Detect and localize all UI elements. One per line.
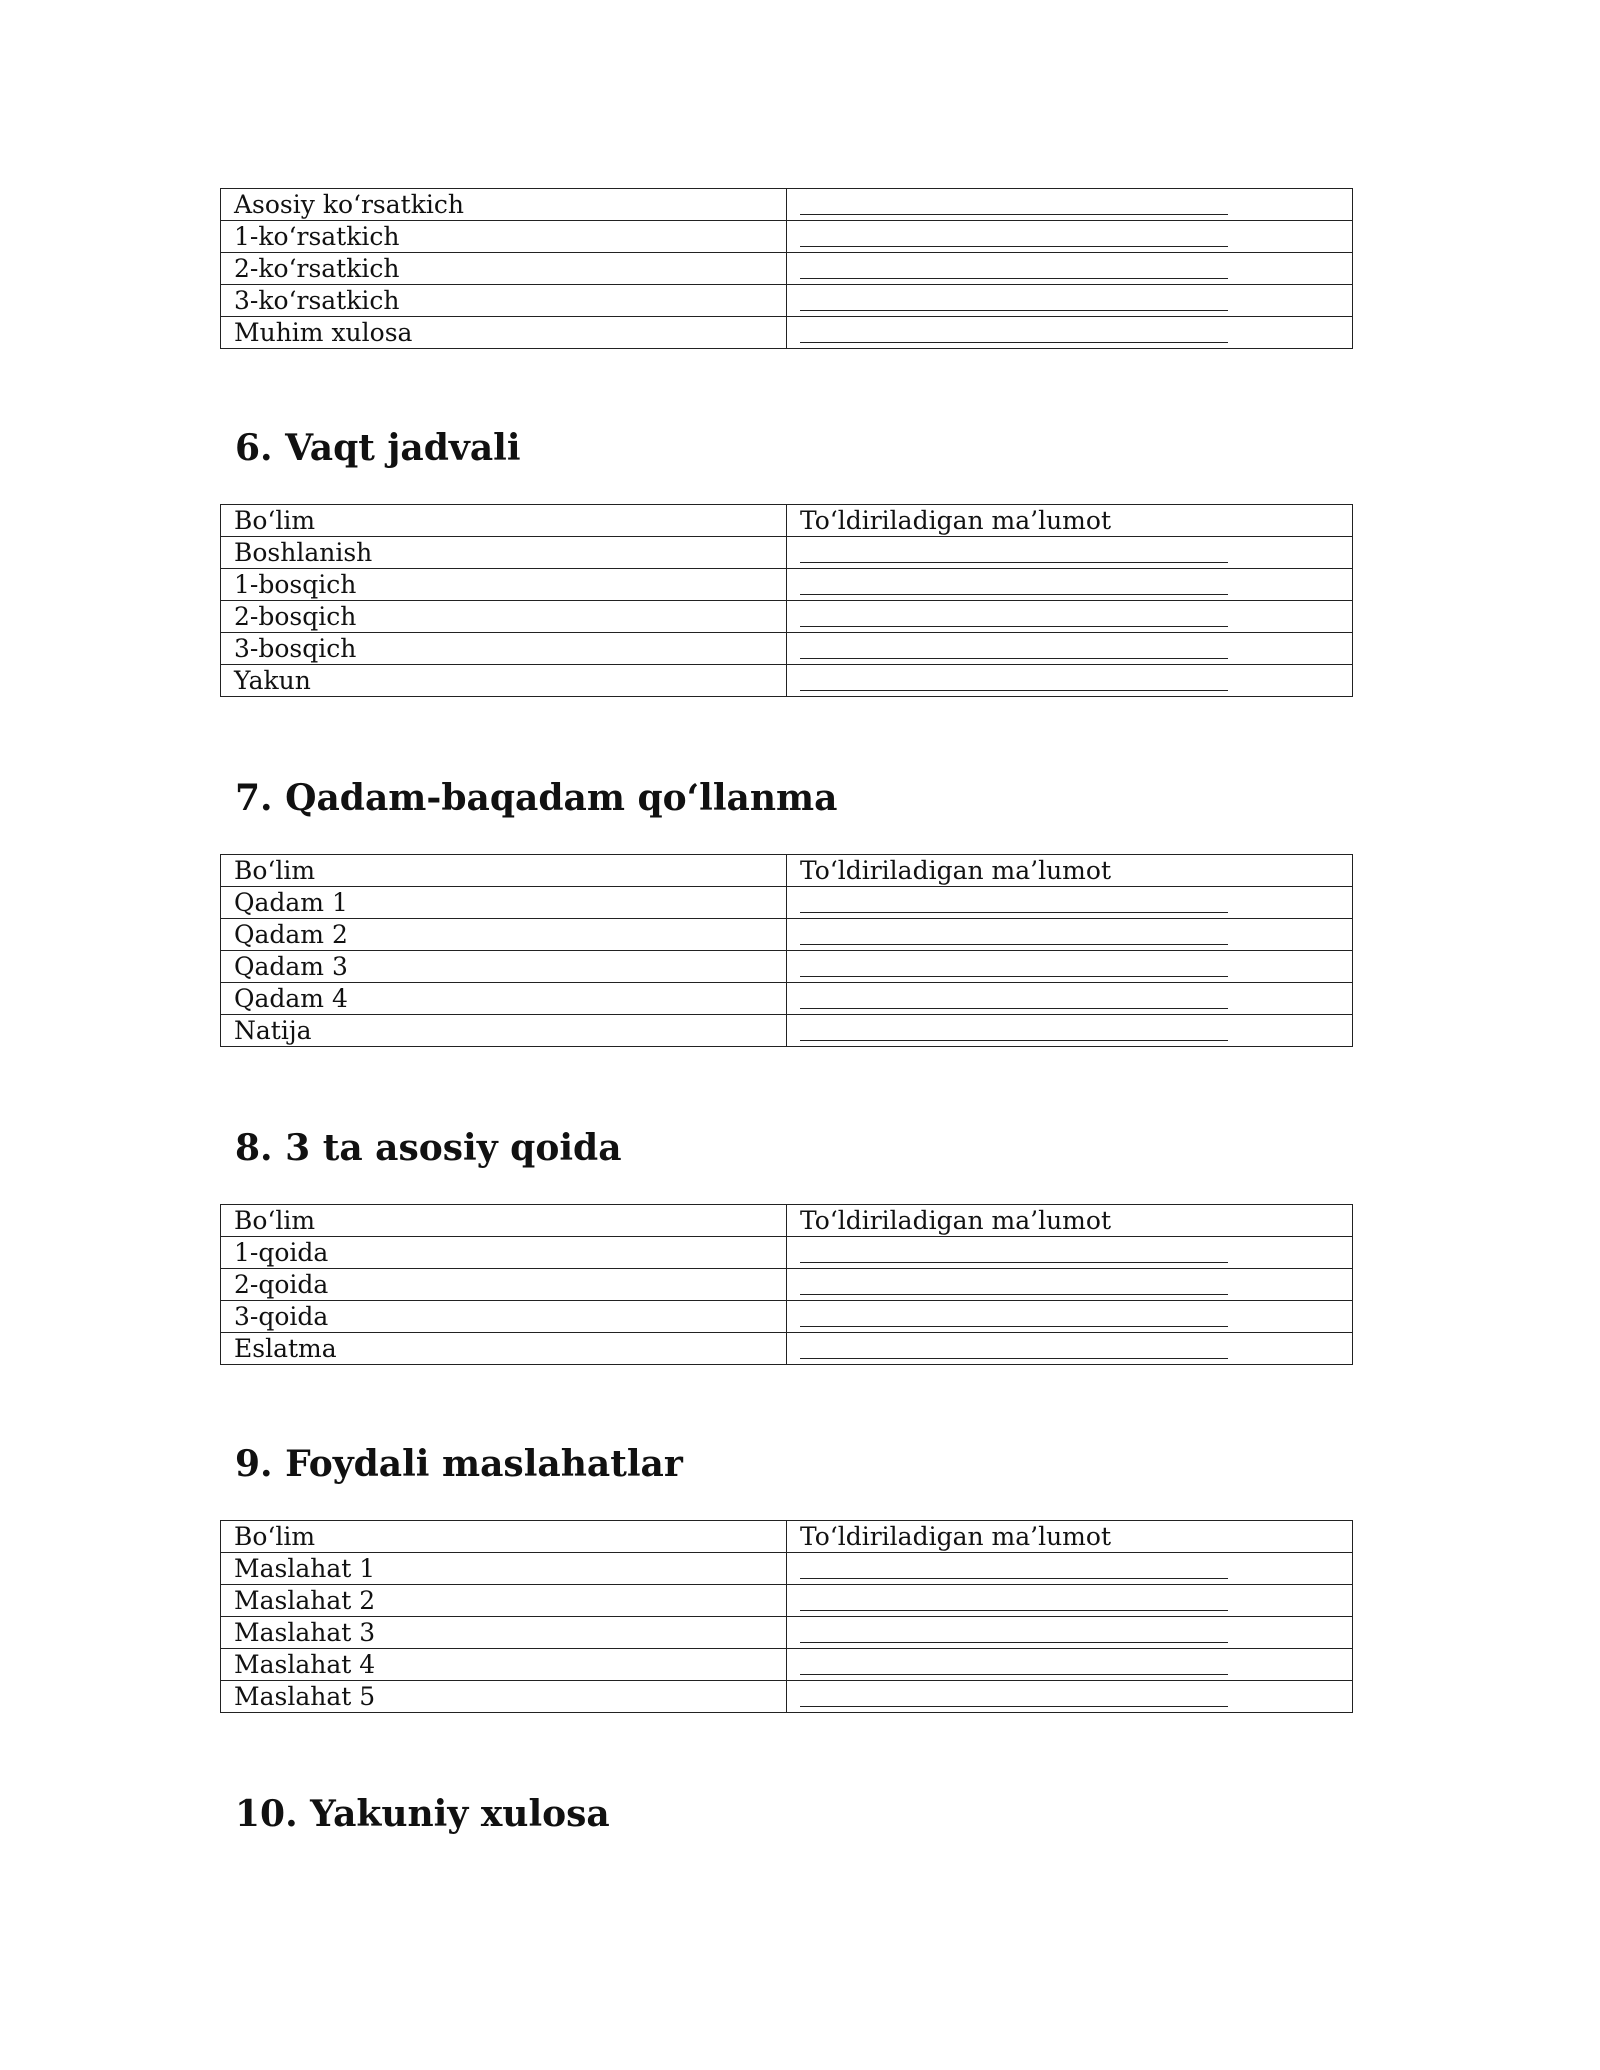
blank-line[interactable]	[800, 1656, 1228, 1675]
row-label: Maslahat 3	[221, 1617, 787, 1649]
row-label: 1-qoida	[221, 1237, 787, 1269]
table-row	[221, 221, 1353, 253]
table-row	[221, 1237, 1353, 1269]
fill-in-cell[interactable]	[787, 1015, 1353, 1047]
blank-line[interactable]	[800, 1244, 1228, 1263]
row-label: Natija	[221, 1015, 787, 1047]
blank-line[interactable]	[800, 544, 1228, 563]
fill-in-cell[interactable]	[787, 1681, 1353, 1713]
table-row	[221, 983, 1353, 1015]
blank-line[interactable]	[800, 1592, 1228, 1611]
blank-line[interactable]	[800, 196, 1228, 215]
table-row	[221, 919, 1353, 951]
row-label: Maslahat 1	[221, 1553, 787, 1585]
fill-in-cell[interactable]	[787, 1617, 1353, 1649]
blank-line[interactable]	[800, 1560, 1228, 1579]
table-row	[221, 1553, 1353, 1585]
step-guide-table	[220, 854, 1353, 1047]
column-header-section: Bo‘lim	[221, 1521, 787, 1553]
table-row	[221, 601, 1353, 633]
blank-line[interactable]	[800, 926, 1228, 945]
fill-in-cell[interactable]	[787, 1333, 1353, 1365]
blank-line[interactable]	[800, 260, 1228, 279]
fill-in-cell[interactable]	[787, 601, 1353, 633]
table-row	[221, 1681, 1353, 1713]
fill-in-cell[interactable]	[787, 1269, 1353, 1301]
row-label: Yakun	[221, 665, 787, 697]
blank-line[interactable]	[800, 1624, 1228, 1643]
table-row	[221, 1649, 1353, 1681]
table-row	[221, 253, 1353, 285]
table-row	[221, 317, 1353, 349]
section-heading-9: 9. Foydali maslahatlar	[235, 1443, 683, 1485]
table-header-row	[221, 1521, 1353, 1553]
table-row	[221, 285, 1353, 317]
table-row	[221, 1301, 1353, 1333]
fill-in-cell[interactable]	[787, 317, 1353, 349]
fill-in-cell[interactable]	[787, 221, 1353, 253]
fill-in-cell[interactable]	[787, 919, 1353, 951]
blank-line[interactable]	[800, 640, 1228, 659]
fill-in-cell[interactable]	[787, 951, 1353, 983]
fill-in-cell[interactable]	[787, 983, 1353, 1015]
table-header-row	[221, 505, 1353, 537]
row-label: Muhim xulosa	[221, 317, 787, 349]
table-row	[221, 951, 1353, 983]
rules-table	[220, 1204, 1353, 1365]
table-row	[221, 1015, 1353, 1047]
fill-in-cell[interactable]	[787, 537, 1353, 569]
section-heading-8: 8. 3 ta asosiy qoida	[235, 1127, 622, 1169]
table-row	[221, 1585, 1353, 1617]
section-heading-6: 6. Vaqt jadvali	[235, 427, 521, 469]
blank-line[interactable]	[800, 608, 1228, 627]
row-label: 2-ko‘rsatkich	[221, 253, 787, 285]
table-header-row	[221, 855, 1353, 887]
column-header-info: To‘ldiriladigan ma’lumot	[787, 1521, 1353, 1553]
column-header-info: To‘ldiriladigan ma’lumot	[787, 1205, 1353, 1237]
table-row	[221, 1617, 1353, 1649]
column-header-section: Bo‘lim	[221, 1205, 787, 1237]
fill-in-cell[interactable]	[787, 285, 1353, 317]
timeline-table	[220, 504, 1353, 697]
row-label: Maslahat 2	[221, 1585, 787, 1617]
blank-line[interactable]	[800, 576, 1228, 595]
section-heading-7: 7. Qadam-baqadam qo‘llanma	[235, 777, 838, 819]
row-label: 1-bosqich	[221, 569, 787, 601]
section-heading-10: 10. Yakuniy xulosa	[235, 1793, 610, 1835]
fill-in-cell[interactable]	[787, 1237, 1353, 1269]
row-label: Boshlanish	[221, 537, 787, 569]
table-row	[221, 665, 1353, 697]
table-row	[221, 1333, 1353, 1365]
table-row	[221, 633, 1353, 665]
blank-line[interactable]	[800, 1276, 1228, 1295]
row-label: Asosiy ko‘rsatkich	[221, 189, 787, 221]
column-header-info: To‘ldiriladigan ma’lumot	[787, 855, 1353, 887]
fill-in-cell[interactable]	[787, 569, 1353, 601]
blank-line[interactable]	[800, 894, 1228, 913]
fill-in-cell[interactable]	[787, 1553, 1353, 1585]
indicators-table	[220, 188, 1353, 349]
blank-line[interactable]	[800, 292, 1228, 311]
blank-line[interactable]	[800, 1688, 1228, 1707]
fill-in-cell[interactable]	[787, 887, 1353, 919]
blank-line[interactable]	[800, 324, 1228, 343]
blank-line[interactable]	[800, 228, 1228, 247]
table-row	[221, 887, 1353, 919]
blank-line[interactable]	[800, 1308, 1228, 1327]
column-header-section: Bo‘lim	[221, 505, 787, 537]
row-label: 2-qoida	[221, 1269, 787, 1301]
blank-line[interactable]	[800, 1340, 1228, 1359]
row-label: Qadam 3	[221, 951, 787, 983]
row-label: 3-bosqich	[221, 633, 787, 665]
row-label: 1-ko‘rsatkich	[221, 221, 787, 253]
fill-in-cell[interactable]	[787, 1301, 1353, 1333]
row-label: Maslahat 5	[221, 1681, 787, 1713]
row-label: 3-ko‘rsatkich	[221, 285, 787, 317]
tips-table	[220, 1520, 1353, 1713]
fill-in-cell[interactable]	[787, 253, 1353, 285]
table-row	[221, 537, 1353, 569]
blank-line[interactable]	[800, 990, 1228, 1009]
column-header-info: To‘ldiriladigan ma’lumot	[787, 505, 1353, 537]
fill-in-cell[interactable]	[787, 1649, 1353, 1681]
blank-line[interactable]	[800, 1022, 1228, 1041]
fill-in-cell[interactable]	[787, 665, 1353, 697]
row-label: Eslatma	[221, 1333, 787, 1365]
row-label: Maslahat 4	[221, 1649, 787, 1681]
table-row	[221, 569, 1353, 601]
table-row	[221, 189, 1353, 221]
row-label: 2-bosqich	[221, 601, 787, 633]
fill-in-cell[interactable]	[787, 633, 1353, 665]
row-label: Qadam 2	[221, 919, 787, 951]
row-label: 3-qoida	[221, 1301, 787, 1333]
fill-in-cell[interactable]	[787, 189, 1353, 221]
table-header-row	[221, 1205, 1353, 1237]
row-label: Qadam 4	[221, 983, 787, 1015]
fill-in-cell[interactable]	[787, 1585, 1353, 1617]
blank-line[interactable]	[800, 958, 1228, 977]
table-row	[221, 1269, 1353, 1301]
column-header-section: Bo‘lim	[221, 855, 787, 887]
blank-line[interactable]	[800, 672, 1228, 691]
row-label: Qadam 1	[221, 887, 787, 919]
